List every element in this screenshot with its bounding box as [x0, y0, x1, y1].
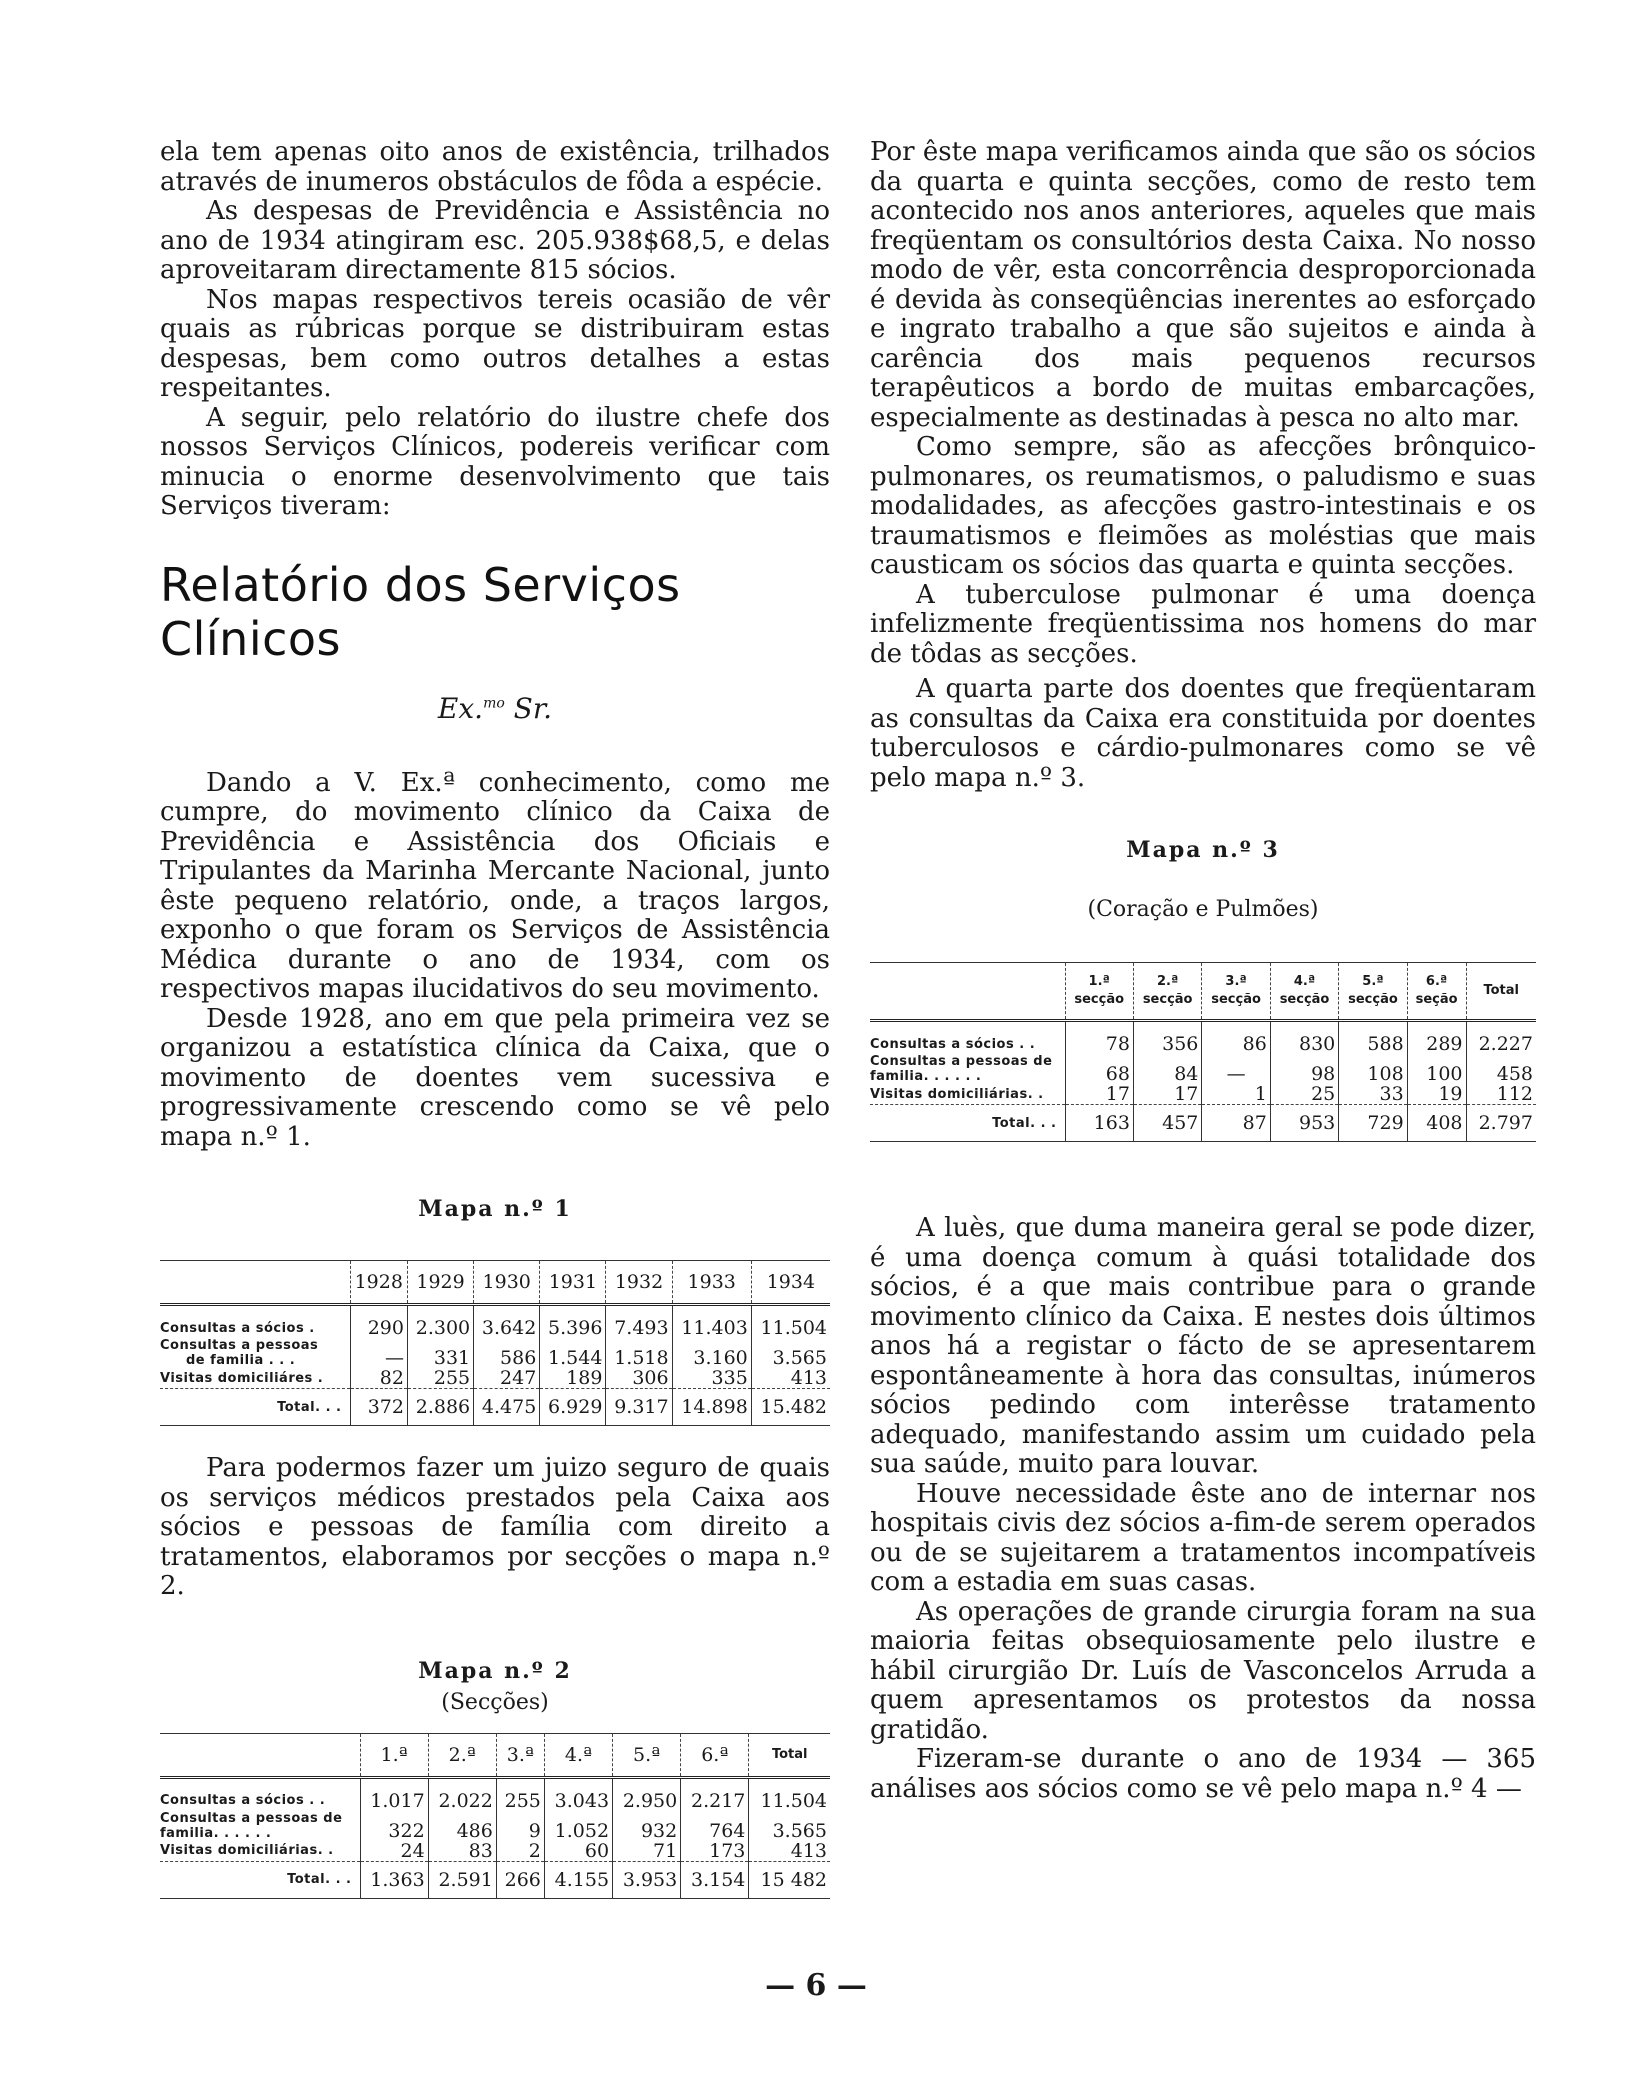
header-cell: 1934 — [751, 1261, 830, 1305]
header-cell: 6.ª — [681, 1733, 749, 1777]
header-cell: 1932 — [606, 1261, 672, 1305]
paragraph: ela tem apenas oito anos de existência, trilhados através de inumeros obstáculos de fôda a espécie. — [160, 137, 830, 197]
table-row: Consultas a pessoas de familia . . . — 331 586 1.544 1.518 3.160 3.565 — [160, 1338, 830, 1368]
paragraph: Por êste mapa verificamos ainda que são os sócios da quarta e quinta secções, como de resto tem acontecido nos anos anteriores, aqueles que mais freqüentam os consultórios desta Caixa. No nosso modo de vêr, esta concorrência desproporcionada é devida às conseqüências inerentes ao esforçado e ingrato trabalho a que são sujeitos e ainda à carência dos mais pequenos recursos terapêuticos a bordo de muitas embarcações, especialmente as destinadas à pesca no alto mar. — [870, 137, 1536, 433]
table-row: Visitas domiciliáres . 82 255 247 189 306 335 413 — [160, 1368, 830, 1389]
paragraph: Nos mapas respectivos tereis ocasião de vêr quais as rúbricas porque se distribuiram estas despesas, bem como outros detalhes a estas respeitantes. — [160, 284, 830, 403]
paragraph: Para podermos fazer um juizo seguro de quais os serviços médicos prestados pela Caixa aos sócios e pessoas de família com direito a tratamentos, elaboramos por secções o mapa n.º 2. — [160, 1453, 830, 1601]
header-cell: 2.ª — [428, 1733, 496, 1777]
paragraph: Houve necessidade êste ano de internar nos hospitais civis dez sócios a-fim-de serem operados ou de se sujeitarem a tratamentos incompatíveis com a estadia em suas casas. — [870, 1478, 1536, 1597]
header-cell: 1928 — [350, 1261, 407, 1305]
mapa-3-subtitle: (Coração e Pulmões) — [1087, 897, 1319, 922]
mapa-2-subtitle: (Secções) — [441, 1689, 549, 1715]
header-cell: 1.ª secção — [1065, 963, 1133, 1021]
paragraph: A tuberculose pulmonar é uma doença infelizmente freqüentissima nos homens do mar de tôdas as secções. — [870, 579, 1536, 669]
header-cell: 1.ª — [360, 1733, 428, 1777]
mapa-2-title: Mapa n.º 2 — [418, 1657, 572, 1684]
paragraph: A quarta parte dos doentes que freqüentaram as consultas da Caixa era constituida por doentes tuberculosos e cárdio-pulmonares como se vê pelo mapa n.º 3. — [870, 674, 1536, 793]
table-row: Consultas a sócios . . 78 356 86 830 588 289 2.227 — [870, 1021, 1536, 1055]
paragraph: Dando a V. Ex.ª conhecimento, como me cumpre, do movimento clínico da Caixa de Previdência e Assistência dos Oficiais e Tripulantes da Marinha Mercante Nacional, junto êste pequeno relatório, onde, a traços largos, exponho o que foram os Serviços de Assistência Médica durante o ano de 1934, com os respectivos mapas ilucidativos do seu movimento. — [160, 767, 830, 1004]
header-cell: 3.ª — [496, 1733, 544, 1777]
table-row: Consultas a pessoas de familia. . . . . . 68 84 — 98 108 100 458 — [870, 1054, 1536, 1084]
header-cell: 4.ª — [544, 1733, 612, 1777]
paragraph: As operações de grande cirurgia foram na sua maioria feitas obsequiosamente pelo ilustre e hábil cirurgião Dr. Luís de Vasconcelos Arruda a quem apresentamos os protestos da nossa gratidão. — [870, 1596, 1536, 1745]
header-cell: 1930 — [474, 1261, 540, 1305]
total-row: Total. . . 163 457 87 953 729 408 2.797 — [870, 1105, 1536, 1142]
left-column — [160, 138, 830, 1899]
table-row: Consultas a sócios . 290 2.300 3.642 5.396 7.493 11.403 11.504 — [160, 1305, 830, 1339]
mapa-3-table — [870, 962, 1536, 1142]
table-row: Visitas domiciliárias. . 24 83 2 60 71 173 413 — [160, 1841, 830, 1862]
paragraph: As despesas de Previdência e Assistência no ano de 1934 atingiram esc. 205.938$68,5, e delas aproveitaram directamente 815 sócios. — [160, 196, 830, 285]
header-cell: 4.ª secção — [1270, 963, 1338, 1021]
mapa-2-table — [160, 1733, 830, 1899]
page-number: — 6 — — [765, 1968, 867, 2003]
paragraph: Como sempre, são as afecções brônquico-pulmonares, os reumatismos, o paludismo e suas modalidades, as afecções gastro-intestinais e os traumatismos e fleimões as moléstias que mais causticam os sócios das quarta e quinta secções. — [870, 432, 1536, 580]
right-column — [870, 138, 1536, 1804]
table-row: Consultas a pessoas de familia. . . . . . 322 486 9 1.052 932 764 3.565 — [160, 1811, 830, 1841]
mapa-1-table — [160, 1260, 830, 1426]
header-cell: 6.ª seção — [1407, 963, 1466, 1021]
header-cell: 1931 — [540, 1261, 606, 1305]
paragraph: Fizeram-se durante o ano de 1934 — 365 análises aos sócios como se vê pelo mapa n.º 4 — — [870, 1744, 1536, 1804]
section-title: Relatório dos Serviços Clínicos — [160, 557, 681, 666]
header-cell: 2.ª secção — [1133, 963, 1201, 1021]
total-row: Total. . . 372 2.886 4.475 6.929 9.317 14.898 15.482 — [160, 1389, 830, 1426]
total-row: Total. . . 1.363 2.591 266 4.155 3.953 3.154 15 482 — [160, 1861, 830, 1898]
paragraph: A luès, que duma maneira geral se pode dizer, é uma doença comum à quási totalidade dos sócios, é a que mais contribue para o grande movimento clínico da Caixa. E nestes dois últimos anos há a registar o fácto de se apresentarem espontâneamente à hora das consultas, inúmeros sócios pedindo com interêsse tratamento adequado, manifestando assim um cuidado pela sua saúde, muito para louvar. — [870, 1213, 1536, 1479]
mapa-3-title: Mapa n.º 3 — [1126, 837, 1280, 863]
salutation: Ex.$^{mo}$ Sr. — [437, 691, 553, 725]
table-row: Consultas a sócios . . 1.017 2.022 255 3.043 2.950 2.217 11.504 — [160, 1777, 830, 1811]
table-row: Visitas domiciliárias. . 17 17 1 25 33 19 112 — [870, 1084, 1536, 1105]
paragraph: Desde 1928, ano em que pela primeira vez se organizou a estatística clínica da Caixa, que o movimento de doentes vem sucessiva e progressivamente crescendo como se vê pelo mapa n.º 1. — [160, 1003, 830, 1152]
mapa-1-title: Mapa n.º 1 — [418, 1196, 572, 1222]
paragraph: A seguir, pelo relatório do ilustre chefe dos nossos Serviços Clínicos, podereis verificar com minucia o enorme desenvolvimento que tais Serviços tiveram: — [160, 402, 830, 521]
header-cell: 1933 — [672, 1261, 751, 1305]
header-cell: 1929 — [407, 1261, 473, 1305]
header-cell: Total — [749, 1733, 830, 1777]
header-cell: Total — [1466, 963, 1536, 1021]
header-cell: 5.ª secção — [1339, 963, 1407, 1021]
header-cell: 5.ª — [613, 1733, 681, 1777]
header-cell: 3.ª secção — [1202, 963, 1270, 1021]
